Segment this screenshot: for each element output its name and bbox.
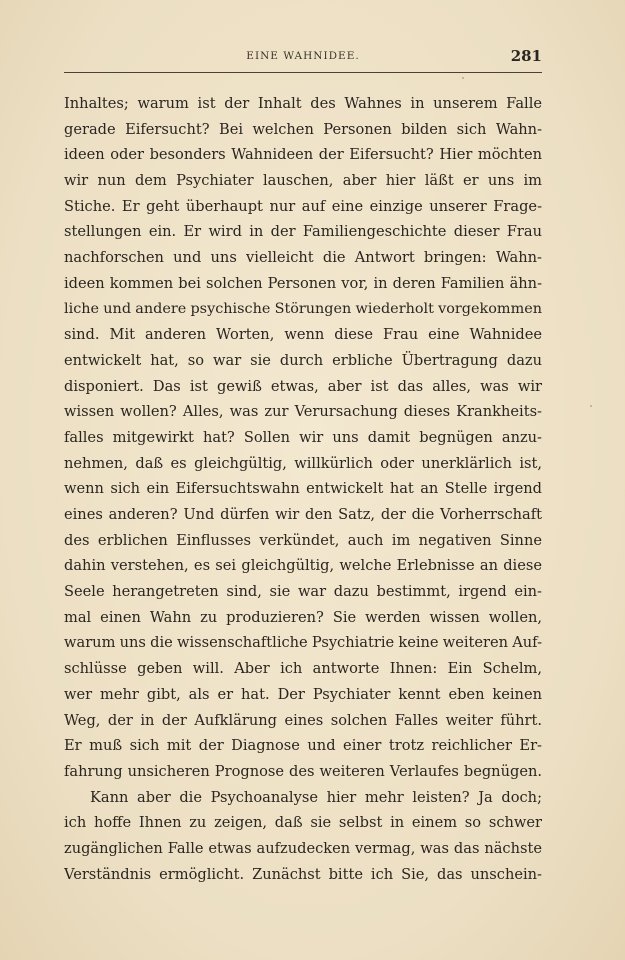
- text-line: ideen oder besonders Wahnideen der Eifersucht? Hier möchten: [64, 146, 542, 164]
- text-line: zugänglichen Falle etwas aufzudecken vermag, was das nächste: [64, 839, 542, 857]
- text-line: Er muß sich mit der Diagnose und einer trotz reichlicher Er-: [64, 737, 542, 755]
- running-head: [64, 48, 542, 68]
- text-line: Verständnis ermöglicht. Zunächst bitte ich Sie, das unschein-: [64, 865, 542, 883]
- text-line: nehmen, daß es gleichgültig, willkürlich oder unerklärlich ist,: [64, 454, 542, 472]
- text-line: wenn sich ein Eifersuchtswahn entwickelt hat an Stelle irgend: [64, 480, 542, 498]
- text-line: Weg, der in der Aufklärung eines solchen Falles weiter führt.: [64, 711, 542, 729]
- text-line: wer mehr gibt, als er hat. Der Psychiater kennt eben keinen: [64, 685, 542, 703]
- text-line: liche und andere psychische Störungen wiederholt vorgekommen: [64, 300, 542, 317]
- text-line: fahrung unsicheren Prognose des weiteren Verlaufes begnügen.: [64, 762, 542, 780]
- text-line: schlüsse geben will. Aber ich antworte Ihnen: Ein Schelm,: [64, 660, 542, 678]
- page-number: 281: [510, 47, 542, 65]
- text-line: nachforschen und uns vielleicht die Antwort bringen: Wahn-: [64, 249, 542, 267]
- text-line: wissen wollen? Alles, was zur Verursachung dieses Krankheits-: [64, 403, 542, 421]
- text-line: warum uns die wissenschaftliche Psychiatrie keine weiteren Auf-: [64, 634, 542, 652]
- text-line: disponiert. Das ist gewiß etwas, aber ist das alles, was wir: [64, 377, 542, 395]
- text-line: Stiche. Er geht überhaupt nur auf eine einzige unserer Frage-: [64, 197, 542, 215]
- text-line: des erblichen Einflusses verkündet, auch im negativen Sinne: [64, 531, 542, 549]
- body-text: [64, 91, 542, 887]
- text-line: dahin verstehen, es sei gleichgültig, welche Erlebnisse an diese: [64, 557, 542, 575]
- header-rule: [64, 72, 542, 73]
- text-line: ideen kommen bei solchen Personen vor, in deren Familien ähn-: [64, 274, 542, 292]
- text-line: wir nun dem Psychiater lauschen, aber hier läßt er uns im: [64, 172, 542, 190]
- text-line: sind. Mit anderen Worten, wenn diese Frau eine Wahnidee: [64, 326, 542, 344]
- running-title: EINE WAHNIDEE.: [246, 50, 360, 62]
- text-line: mal einen Wahn zu produzieren? Sie werden wissen wollen,: [64, 608, 542, 626]
- text-line: stellungen ein. Er wird in der Familiengeschichte dieser Frau: [64, 223, 542, 241]
- text-line: gerade Eifersucht? Bei welchen Personen bilden sich Wahn-: [64, 120, 542, 138]
- paper-speck: [590, 405, 592, 407]
- text-line: Inhaltes; warum ist der Inhalt des Wahnes in unserem Falle: [64, 95, 542, 112]
- text-line: eines anderen? Und dürfen wir den Satz, der die Vorherrschaft: [64, 506, 542, 523]
- text-line: ich hoffe Ihnen zu zeigen, daß sie selbst in einem so schwer: [64, 814, 542, 832]
- text-line: falles mitgewirkt hat? Sollen wir uns damit begnügen anzu-: [64, 428, 542, 446]
- paper-speck: [462, 77, 464, 79]
- text-line: entwickelt hat, so war sie durch erbliche Übertragung dazu: [64, 351, 542, 369]
- text-line: Kann aber die Psychoanalyse hier mehr leisten? Ja doch;: [90, 788, 542, 806]
- text-line: Seele herangetreten sind, sie war dazu bestimmt, irgend ein-: [64, 583, 542, 601]
